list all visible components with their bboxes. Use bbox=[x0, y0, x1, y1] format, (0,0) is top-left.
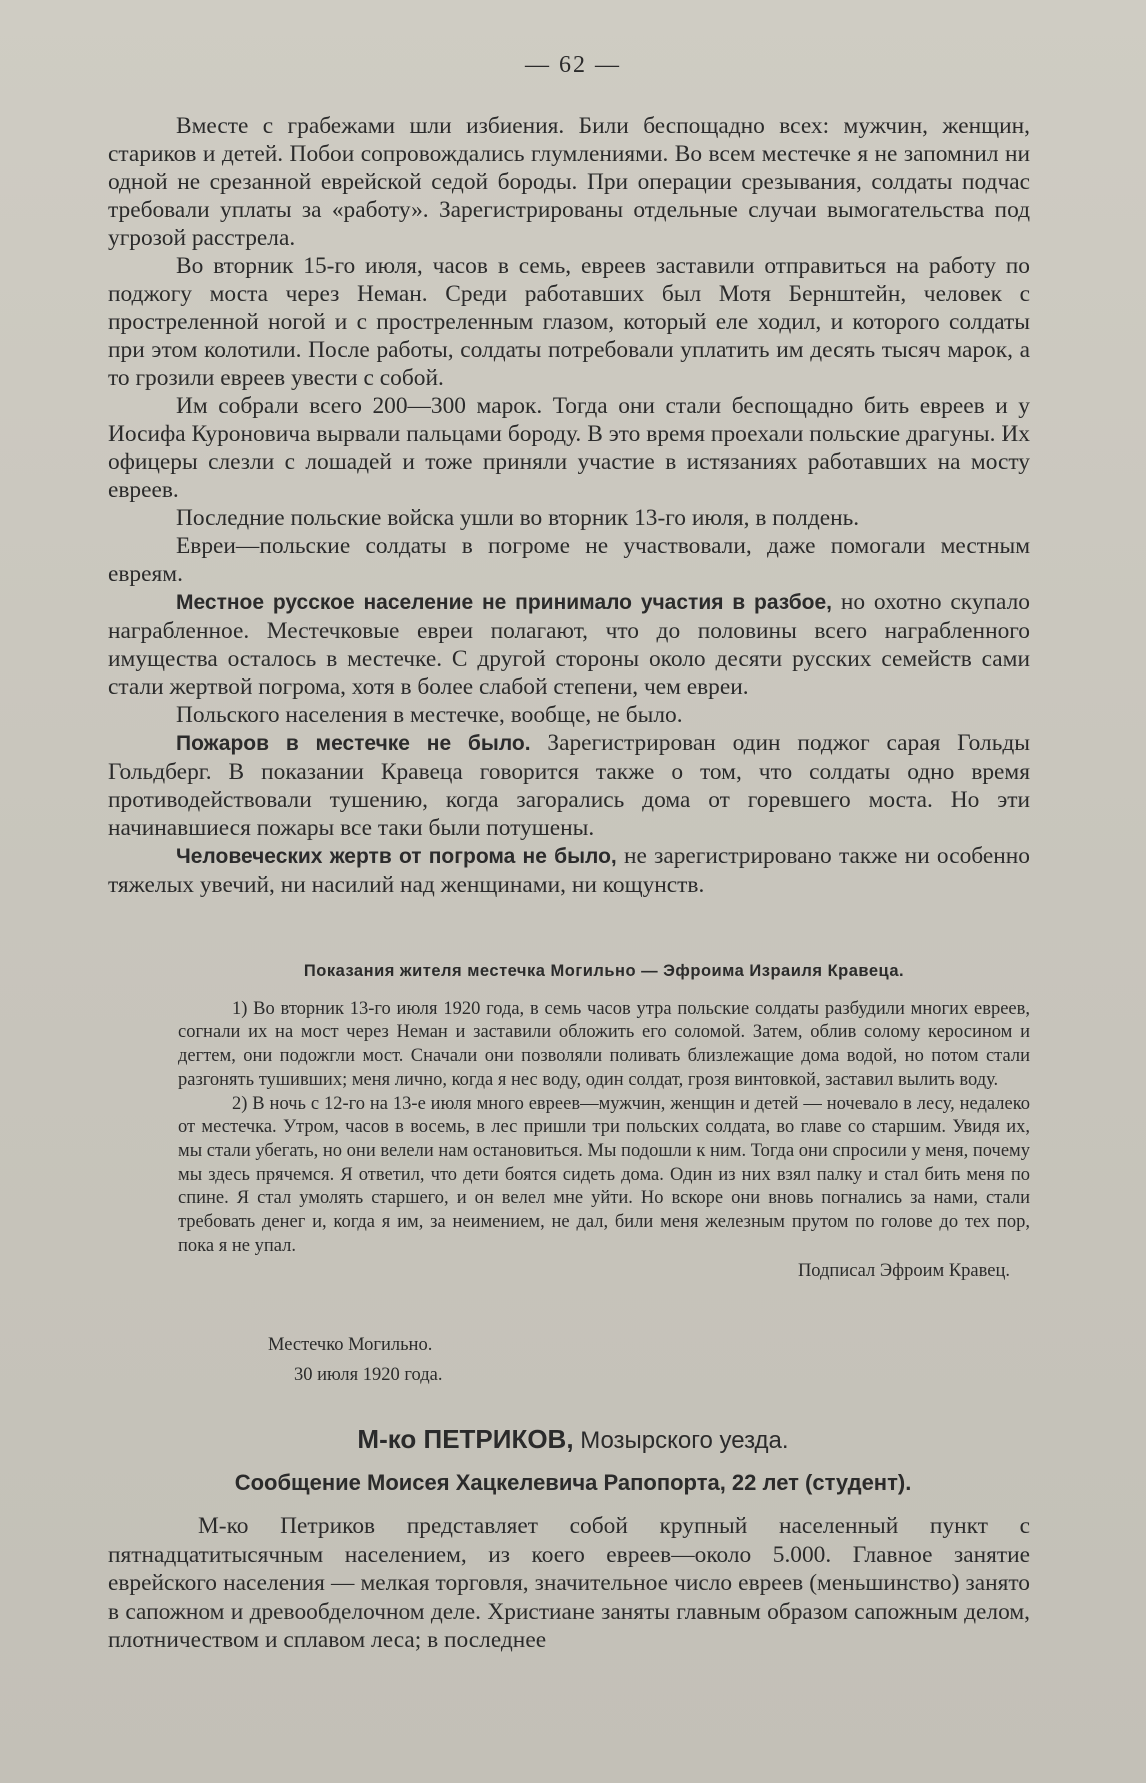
section-heading bbox=[0, 1424, 1146, 1455]
place: Местечко Могильно. bbox=[268, 1335, 433, 1355]
main-text bbox=[108, 112, 1030, 899]
paragraph bbox=[108, 392, 1030, 504]
signature: Подписал Эфроим Кравец. bbox=[797, 1261, 1010, 1282]
paragraph bbox=[108, 252, 1030, 392]
paragraph-text: Евреи—польские солдаты в погроме не участвовали, даже помогали местным евреям. bbox=[108, 533, 1030, 587]
paragraph bbox=[108, 729, 1030, 842]
paragraph-text: Им собрали всего 200—300 марок. Тогда они стали беспощадно бить евреев и у Иосифа Куроновича вырвали пальцами бороду. В это время проехали польские драгуны. Их офицеры слезли с лошадей и тоже приняли участие в истязаниях работавших на мосту евреев. bbox=[108, 393, 1030, 503]
paragraph bbox=[108, 842, 1030, 899]
paragraph bbox=[108, 112, 1030, 252]
paragraph-emphasis: Человеческих жертв от погрома не было, bbox=[176, 845, 617, 868]
place-date bbox=[268, 1330, 442, 1390]
date: 30 июля 1920 года. bbox=[294, 1365, 443, 1385]
testimony-block bbox=[178, 960, 1030, 1284]
paragraph bbox=[108, 504, 1030, 532]
paragraph bbox=[108, 532, 1030, 588]
section-heading-bold: М-ко ПЕТРИКОВ, bbox=[357, 1424, 574, 1454]
paragraph-emphasis: Местное русское население не принимало участия в разбое, bbox=[176, 591, 833, 614]
section-subheading: Сообщение Моисея Хацкелевича Рапопорта, 22 лет (студент). bbox=[234, 1470, 912, 1495]
testimony-title: Показания жителя местечка Могильно — Эфроима Израиля Кравеца. bbox=[303, 962, 905, 980]
paragraph-text: Вместе с грабежами шли избиения. Били беспощадно всех: мужчин, женщин, стариков и детей. Побои сопровождались глумлениями. Во всем местечке я не запомнил ни одной не срезанной еврейской седой бороды. При операции срезывания, солдаты подчас требовали уплаты за «работу». Зарегистрированы отдельные случаи вымогательства под угрозой расстрела. bbox=[108, 113, 1030, 251]
page-number: — 62 — bbox=[525, 52, 621, 78]
section-heading-rest: Мозырского уезда. bbox=[573, 1427, 789, 1454]
paragraph-text: но охотно скупало награбленное. Местечковые евреи полагают, что до половины всего награбленного имущества осталось в местечке. С другой стороны около десяти русских семейств сами стали жертвой погрома, хотя в более слабой степени, чем евреи. bbox=[108, 589, 1030, 700]
testimony-item: 1) Во вторник 13-го июля 1920 года, в семь часов утра польские солдаты разбудили многих евреев, согнали их на мост через Неман и заставили обложить его соломой. Затем, облив солому керосином и дегтем, они подожгли мост. Сначали они позволяли поливать близлежащие дома водой, но потом стали разгонять тушивших; меня лично, когда я нес воду, один солдат, грозя винтовкой, заставил вылить воду. bbox=[178, 998, 1030, 1090]
paragraph-emphasis: Пожаров в местечке не было. bbox=[176, 732, 531, 755]
paragraph-text: Польского населения в местечке, вообще, не было. bbox=[176, 702, 683, 728]
paragraph bbox=[108, 701, 1030, 729]
paragraph-text: Во вторник 15-го июля, часов в семь, евреев заставили отправиться на работу по поджогу моста через Неман. Среди работавших был Мотя Бернштейн, человек с простреленной ногой и с простреленным глазом, который еле ходил, и которого солдаты при этом колотили. После работы, солдаты потребовали уплатить им десять тысяч марок, а то грозили евреев увести с собой. bbox=[108, 253, 1030, 391]
paragraph-text: Зарегистрирован один поджог сарая Гольды Гольдберг. В показании Кравеца говорится также о том, что солдаты одно время противодействовали тушению, когда загорались дома от горевшего моста. Но эти начинавшиеся пожары все таки были потушены. bbox=[108, 730, 1030, 841]
paragraph: М-ко Петриков представляет собой крупный населенный пункт с пятнадцатитысячным населением, из коего евреев—около 5.000. Главное занятие еврейского населения — мелкая торговля, значительное число евреев (меньшинство) занято в сапожном и древообделочном деле. Христиане заняты главным образом сапожным делом, плотничеством и сплавом леса; в последнее bbox=[108, 1513, 1030, 1653]
paragraph bbox=[108, 588, 1030, 701]
section-text bbox=[108, 1512, 1030, 1655]
testimony-item: 2) В ночь с 12-го на 13-е июля много евреев—мужчин, женщин и детей — ночевало в лесу, недалеко от местечка. Утром, часов в восемь, в лес пришли три польских солдата, во главе со старшим. Увидя их, мы стали убегать, но они велели нам остановиться. Мы подошли к ним. Тогда они спросили у меня, почему мы здесь прячемся. Я ответил, что дети боятся сидеть дома. Один из них взял палку и стал бить меня по спине. Я стал умолять старшего, и он велел мне уйти. Но вскоре они вновь погнались за нами, стали требовать денег и, когда я им, за неимением, не дал, били меня железным прутом по голове до тех пор, пока я не упал. bbox=[178, 1093, 1030, 1256]
paragraph-text: не зарегистрировано также ни особенно тяжелых увечий, ни насилий над женщинами, ни кощунств. bbox=[108, 843, 1030, 898]
paragraph-text: Последние польские войска ушли во вторник 13-го июля, в полдень. bbox=[176, 505, 860, 531]
